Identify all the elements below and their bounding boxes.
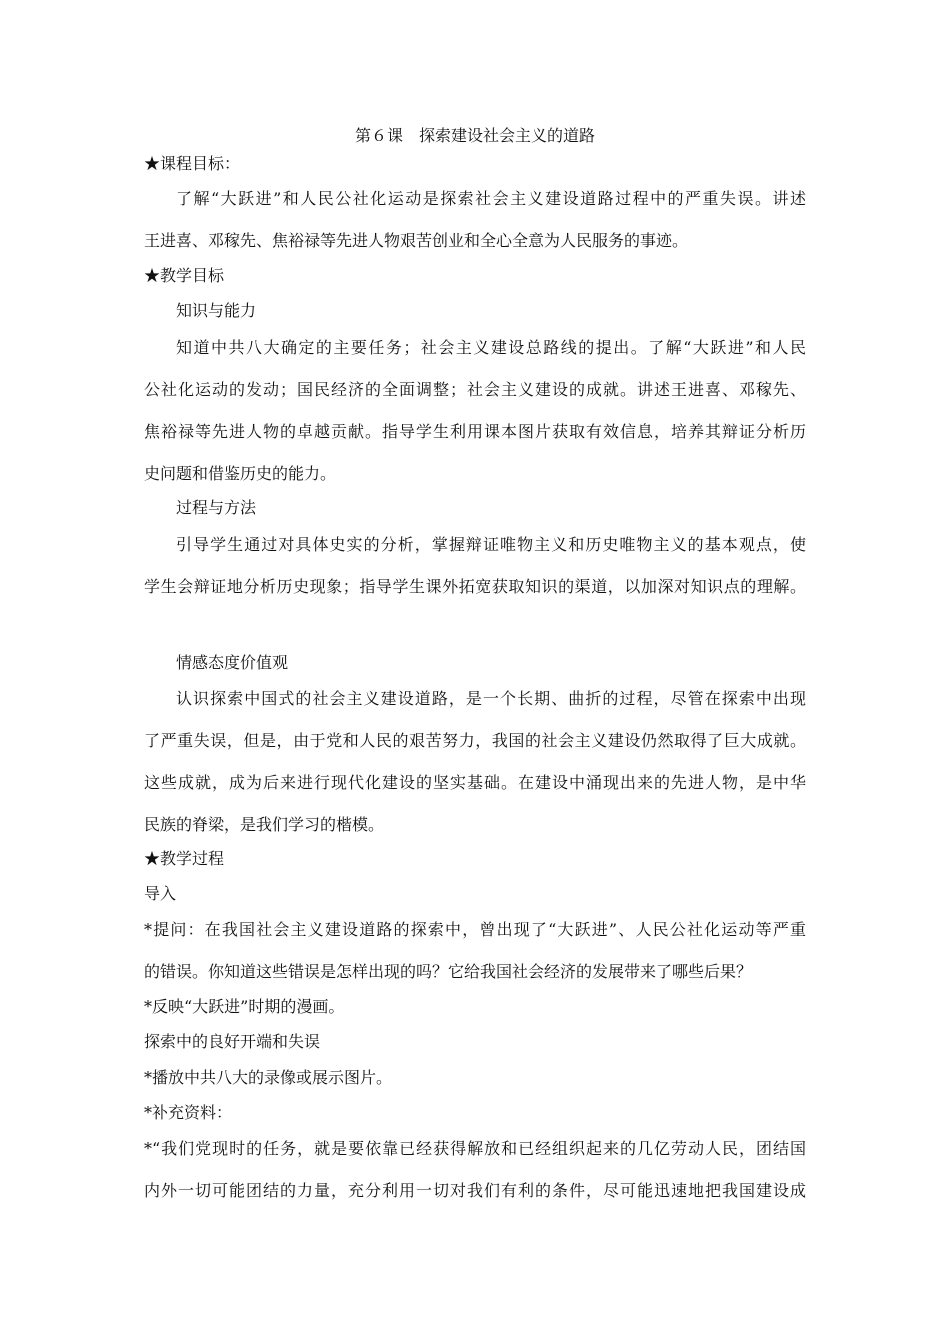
paragraph-line: *反映“大跃进”时期的漫画。 xyxy=(144,997,345,1016)
paragraph-line: 内外一切可能团结的力量，充分利用一切对我们有利的条件，尽可能迅速地把我国建设成 xyxy=(144,1181,806,1200)
paragraph-line: *补充资料： xyxy=(144,1103,233,1122)
paragraph-line: 这些成就，成为后来进行现代化建设的坚实基础。在建设中涌现出来的先进人物，是中华 xyxy=(144,773,806,792)
paragraph-line: 知道中共八大确定的主要任务；社会主义建设总路线的提出。了解“大跃进”和人民 xyxy=(176,338,806,357)
paragraph-line: 学生会辩证地分析历史现象；指导学生课外拓宽获取知识的渠道，以加深对知识点的理解。 xyxy=(144,577,806,596)
paragraph-line: 焦裕禄等先进人物的卓越贡献。指导学生利用课本图片获取有效信息，培养其辩证分析历 xyxy=(144,422,806,441)
paragraph-line: 王进喜、邓稼先、焦裕禄等先进人物艰苦创业和全心全意为人民服务的事迹。 xyxy=(144,231,689,250)
paragraph-line: 认识探索中国式的社会主义建设道路，是一个长期、曲折的过程，尽管在探索中出现 xyxy=(176,689,806,708)
subheading-process-method: 过程与方法 xyxy=(176,498,257,517)
paragraph-line: 民族的脊梁，是我们学习的楷模。 xyxy=(144,815,385,834)
subheading-knowledge-ability: 知识与能力 xyxy=(176,301,257,320)
paragraph-line: 了解“大跃进”和人民公社化运动是探索社会主义建设道路过程中的严重失误。讲述 xyxy=(176,189,806,208)
paragraph-line: 的错误。你知道这些错误是怎样出现的吗？它给我国社会经济的发展带来了哪些后果？ xyxy=(144,962,753,981)
heading-teaching-goals: ★教学目标 xyxy=(144,266,225,285)
paragraph-line: 公社化运动的发动；国民经济的全面调整；社会主义建设的成就。讲述王进喜、邓稼先、 xyxy=(144,380,806,399)
heading-course-goals: ★课程目标： xyxy=(144,154,241,173)
paragraph-line: *播放中共八大的录像或展示图片。 xyxy=(144,1068,393,1087)
subheading-emotion-values: 情感态度价值观 xyxy=(176,653,289,672)
subheading-good-start-and-mistakes: 探索中的良好开端和失误 xyxy=(144,1032,321,1051)
paragraph-line: 史问题和借鉴历史的能力。 xyxy=(144,464,337,483)
paragraph-line: 引导学生通过对具体史实的分析，掌握辩证唯物主义和历史唯物主义的基本观点，使 xyxy=(176,535,806,554)
heading-teaching-process: ★教学过程 xyxy=(144,849,225,868)
lesson-title: 第６课 探索建设社会主义的道路 xyxy=(354,126,595,145)
paragraph-line: *“我们党现时的任务，就是要依靠已经获得解放和已经组织起来的几亿劳动人民，团结国 xyxy=(144,1139,806,1158)
paragraph-line: 了严重失误，但是，由于党和人民的艰苦努力，我国的社会主义建设仍然取得了巨大成就。 xyxy=(144,731,806,750)
subheading-introduction: 导入 xyxy=(144,884,177,903)
paragraph-line: *提问：在我国社会主义建设道路的探索中，曾出现了“大跃进”、人民公社化运动等严重 xyxy=(144,920,806,939)
